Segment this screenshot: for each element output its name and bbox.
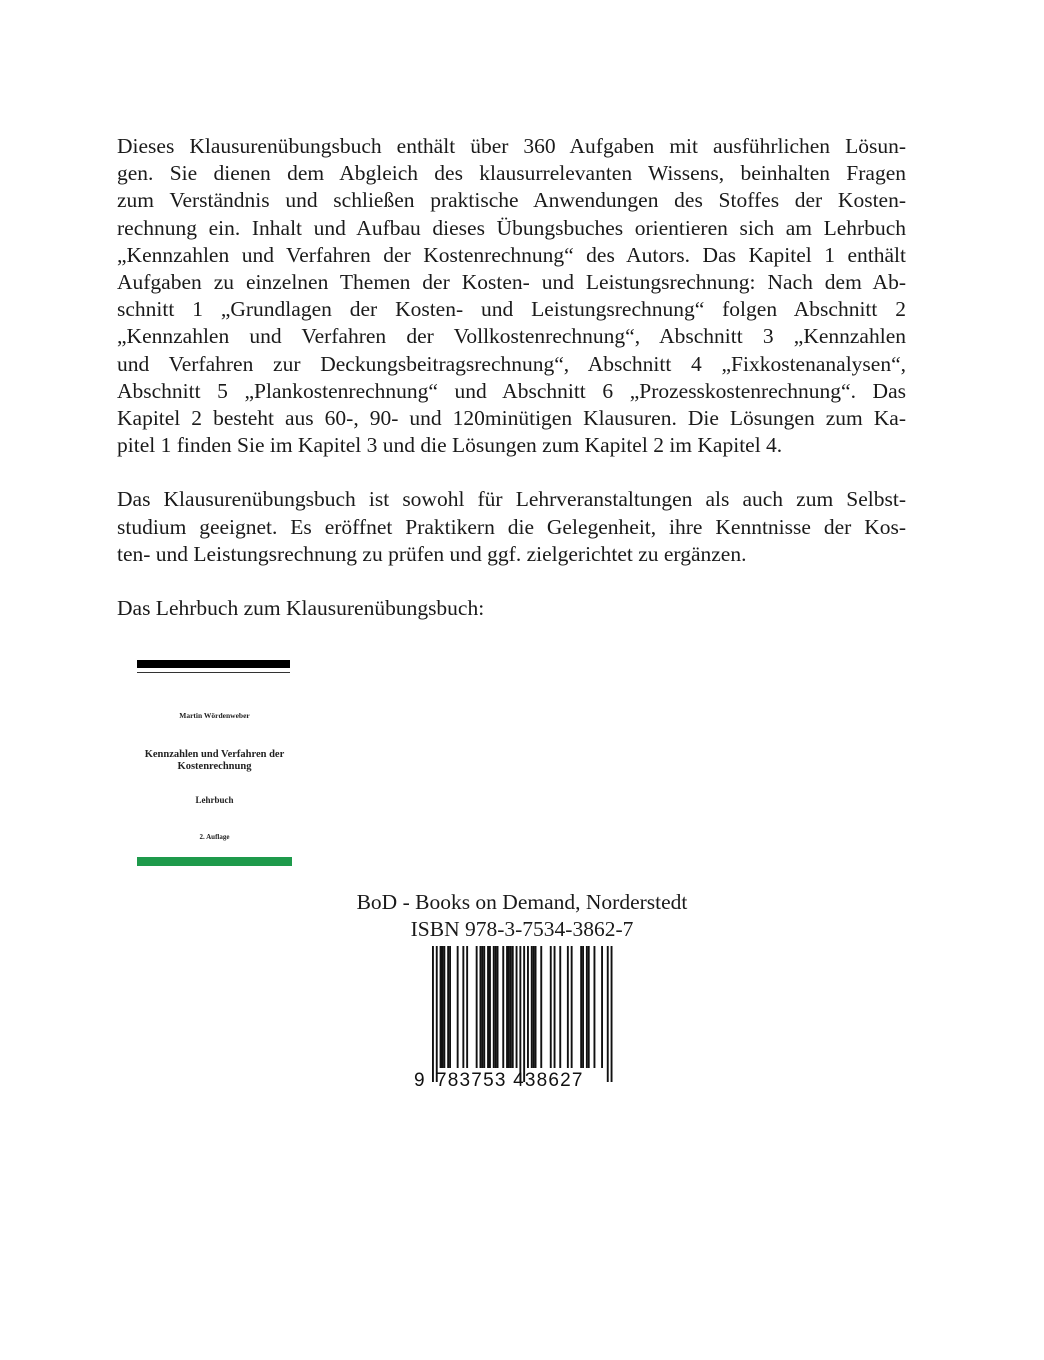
barcode-bar xyxy=(497,946,499,1068)
isbn-barcode xyxy=(412,944,618,1096)
barcode-bar xyxy=(481,946,483,1068)
barcode-bar xyxy=(476,946,478,1068)
barcode-bars xyxy=(412,944,618,1084)
barcode-bar xyxy=(442,946,444,1068)
barcode-bar xyxy=(535,946,537,1068)
text-line: Aufgaben zu einzelnen Themen der Kosten- und Leistungsrechnung: Nach dem Ab- xyxy=(117,270,906,295)
barcode-bar xyxy=(480,946,482,1068)
barcode-bar xyxy=(457,946,459,1068)
text-line: schnitt 1 „Grundlagen der Kosten- und Leistungsrechnung“ folgen Abschnitt 2 xyxy=(117,297,906,322)
cover-top-bar xyxy=(137,660,290,668)
barcode-bar xyxy=(586,946,588,1068)
barcode-bar xyxy=(601,946,603,1068)
cover-edition: 2. Auflage xyxy=(199,833,230,841)
text-line: zum Verständnis und schließen praktische Anwendungen des Stoffes der Kosten- xyxy=(117,188,906,213)
barcode-bar xyxy=(580,946,582,1068)
barcode-bar xyxy=(512,946,514,1068)
textbook-cover-thumbnail xyxy=(137,657,292,870)
barcode-bar xyxy=(519,946,521,1082)
isbn-label: ISBN 978-3-7534-3862-7 xyxy=(410,917,634,941)
barcode-bar xyxy=(531,946,533,1068)
text-line: und Verfahren zur Deckungsbeitragsrechnung“, Abschnitt 4 „Fixkostenanalysen“, xyxy=(117,351,906,376)
barcode-bar xyxy=(533,946,535,1068)
barcode-bar xyxy=(516,946,518,1068)
barcode-bar xyxy=(550,946,552,1068)
barcode-bar xyxy=(447,946,449,1068)
cover-author: Martin Wördenweber xyxy=(179,711,250,720)
barcode-first-digit: 9 xyxy=(414,1070,425,1091)
barcode-bar xyxy=(510,946,512,1068)
barcode-bar xyxy=(588,946,590,1068)
cover-title-line: Kostenrechnung xyxy=(177,761,252,772)
cover-bottom-bar xyxy=(137,857,292,866)
cover-subtitle: Lehrbuch xyxy=(195,795,234,805)
barcode-bar xyxy=(508,946,510,1068)
description-text xyxy=(117,133,906,622)
text-line: ten- und Leistungsrechnung zu prüfen und ggf. zielgerichtet zu ergänzen. xyxy=(117,541,747,566)
text-line: studium geeignet. Es eröffnet Praktikern die Gelegenheit, ihre Kenntnisse der Kos- xyxy=(117,514,906,539)
text-line: Abschnitt 5 „Plankostenrechnung“ und Abschnitt 6 „Prozesskostenrechnung“. Das xyxy=(117,378,906,403)
barcode-bar xyxy=(502,946,504,1068)
barcode-bar xyxy=(559,946,561,1068)
barcode-bar xyxy=(483,946,485,1068)
paragraph-1 xyxy=(117,133,906,459)
paragraph-gap xyxy=(117,459,906,486)
barcode-bar xyxy=(582,946,584,1068)
text-line: Das Lehrbuch zum Klausurenübungsbuch: xyxy=(117,596,485,621)
barcode-bar xyxy=(540,946,542,1068)
barcode-bar xyxy=(506,946,508,1068)
barcode-bar xyxy=(449,946,451,1068)
text-line: Das Klausurenübungsbuch ist sowohl für Lehrveranstaltungen als auch zum Selbst- xyxy=(117,487,906,512)
barcode-digit-groups: 783753 438627 xyxy=(436,1070,584,1091)
barcode-bar xyxy=(567,946,569,1068)
text-line: Kapitel 2 besteht aus 60-, 90- und 120minütigen Klausuren. Die Lösungen zum Ka- xyxy=(117,406,906,431)
barcode-bar xyxy=(495,946,497,1068)
barcode-bar xyxy=(493,946,495,1068)
text-line: rechnung ein. Inhalt und Aufbau dieses Übungsbuches orientieren sich am Lehrbuch xyxy=(117,215,906,240)
barcode-bar xyxy=(443,946,445,1068)
barcode-bar xyxy=(462,946,464,1068)
barcode-bar xyxy=(527,946,529,1068)
barcode-bar xyxy=(432,946,434,1082)
publisher-name: BoD - Books on Demand, Norderstedt xyxy=(356,890,688,914)
barcode-bar xyxy=(571,946,573,1068)
barcode-bar xyxy=(554,946,556,1068)
cover-title xyxy=(137,749,292,773)
barcode-bar xyxy=(611,946,613,1082)
text-line: pitel 1 finden Sie im Kapitel 3 und die Lösungen zum Kapitel 2 im Kapitel 4. xyxy=(117,433,783,458)
barcode-bar xyxy=(440,946,442,1068)
paragraph-gap xyxy=(117,568,906,595)
cover-top-rule xyxy=(137,672,290,673)
barcode-bar xyxy=(523,946,525,1082)
text-line: „Kennzahlen und Verfahren der Vollkostenrechnung“, Abschnitt 3 „Kennzahlen xyxy=(117,324,906,349)
text-line: Dieses Klausurenübungsbuch enthält über 360 Aufgaben mit ausführlichen Lösun- xyxy=(117,134,906,158)
barcode-bar xyxy=(489,946,491,1068)
paragraph-3 xyxy=(117,595,906,622)
barcode-bar xyxy=(466,946,468,1068)
barcode-bar xyxy=(436,946,438,1082)
barcode-bar xyxy=(607,946,609,1082)
text-line: „Kennzahlen und Verfahren der Kostenrechnung“ des Autors. Das Kapitel 1 enthält xyxy=(117,242,906,267)
barcode-bar xyxy=(487,946,489,1068)
cover-title-line: Kennzahlen und Verfahren der xyxy=(144,749,285,760)
barcode-bar xyxy=(594,946,596,1068)
text-line: gen. Sie dienen dem Abgleich des klausurrelevanten Wissens, beinhalten Fragen xyxy=(117,161,906,186)
paragraph-2 xyxy=(117,486,906,568)
